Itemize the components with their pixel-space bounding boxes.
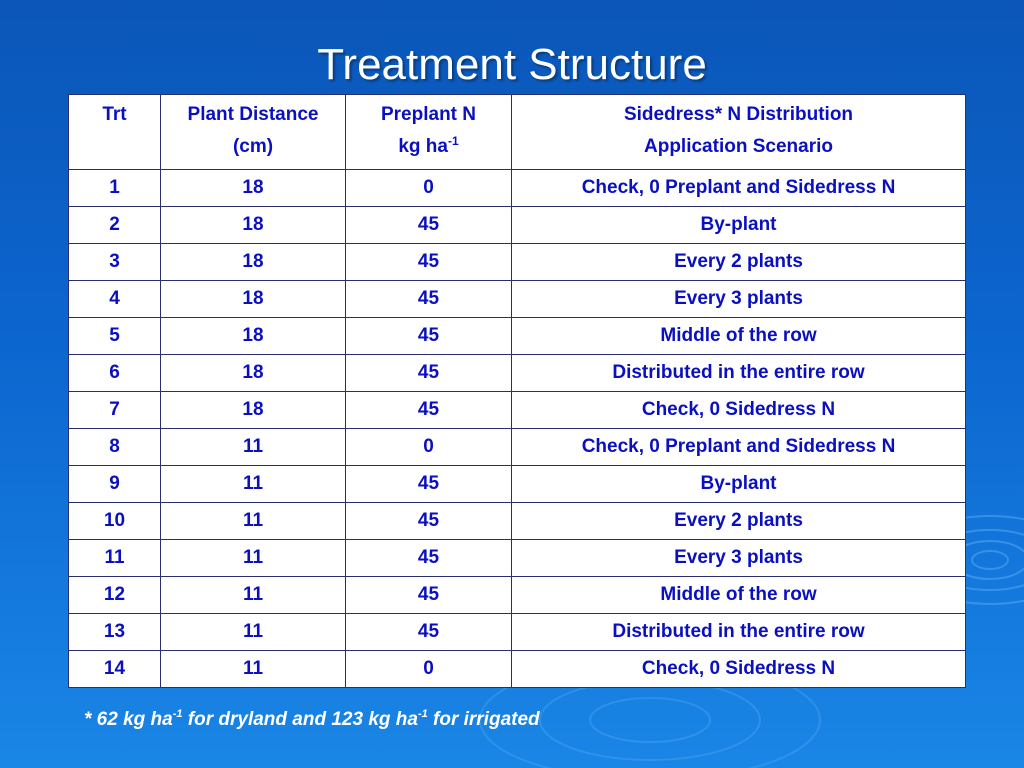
cell-preplant-n: 45 [346,244,512,281]
cell-preplant-n: 45 [346,392,512,429]
cell-trt: 3 [69,244,161,281]
cell-preplant-n: 45 [346,614,512,651]
cell-preplant-n: 45 [346,355,512,392]
table-row [69,466,966,503]
table-row [69,207,966,244]
table-row [69,355,966,392]
cell-plant-distance: 11 [161,429,346,466]
cell-scenario: Every 3 plants [512,281,966,318]
cell-preplant-n: 45 [346,466,512,503]
table-row [69,392,966,429]
header-trt: Trt [69,95,161,170]
header-plant-distance: Plant Distance (cm) [161,95,346,170]
table-header-row [69,95,966,170]
cell-scenario: By-plant [512,466,966,503]
cell-plant-distance: 18 [161,281,346,318]
cell-scenario: Distributed in the entire row [512,355,966,392]
cell-plant-distance: 18 [161,318,346,355]
treatment-table-container [68,94,965,688]
cell-scenario: Check, 0 Sidedress N [512,392,966,429]
cell-plant-distance: 18 [161,207,346,244]
cell-scenario: By-plant [512,207,966,244]
cell-plant-distance: 11 [161,614,346,651]
cell-plant-distance: 11 [161,466,346,503]
cell-preplant-n: 45 [346,540,512,577]
cell-trt: 1 [69,170,161,207]
header-preplant-n: Preplant N kg $ha^{-1}$ [346,95,512,170]
cell-plant-distance: 11 [161,577,346,614]
cell-plant-distance: 11 [161,540,346,577]
table-row [69,281,966,318]
cell-preplant-n: 0 [346,170,512,207]
cell-scenario: Middle of the row [512,318,966,355]
cell-preplant-n: 0 [346,651,512,688]
cell-trt: 9 [69,466,161,503]
footnote: * 62 kg $ha^{-1}$ for dryland and 123 kg $ha^{-1}$ for irrigated [84,708,540,730]
cell-trt: 5 [69,318,161,355]
table-row [69,503,966,540]
cell-plant-distance: 11 [161,651,346,688]
cell-scenario: Middle of the row [512,577,966,614]
cell-trt: 8 [69,429,161,466]
cell-trt: 11 [69,540,161,577]
cell-trt: 6 [69,355,161,392]
cell-scenario: Every 3 plants [512,540,966,577]
cell-preplant-n: 45 [346,577,512,614]
cell-preplant-n: 45 [346,503,512,540]
cell-scenario: Check, 0 Sidedress N [512,651,966,688]
table-row [69,318,966,355]
cell-trt: 12 [69,577,161,614]
cell-scenario: Every 2 plants [512,244,966,281]
slide-title: Treatment Structure [317,40,707,89]
table-row [69,170,966,207]
cell-scenario: Distributed in the entire row [512,614,966,651]
cell-trt: 13 [69,614,161,651]
cell-plant-distance: 18 [161,355,346,392]
cell-scenario: Every 2 plants [512,503,966,540]
cell-preplant-n: 45 [346,207,512,244]
cell-trt: 14 [69,651,161,688]
cell-plant-distance: 18 [161,244,346,281]
cell-preplant-n: 45 [346,281,512,318]
treatment-table [68,94,966,688]
cell-scenario: Check, 0 Preplant and Sidedress N [512,429,966,466]
table-row [69,540,966,577]
table-row [69,244,966,281]
cell-plant-distance: 18 [161,392,346,429]
cell-trt: 2 [69,207,161,244]
table-row [69,614,966,651]
cell-trt: 4 [69,281,161,318]
table-row [69,429,966,466]
cell-preplant-n: 45 [346,318,512,355]
table-row [69,577,966,614]
cell-scenario: Check, 0 Preplant and Sidedress N [512,170,966,207]
cell-plant-distance: 18 [161,170,346,207]
cell-trt: 10 [69,503,161,540]
cell-trt: 7 [69,392,161,429]
header-sidedress-scenario: Sidedress* N Distribution Application Scenario [512,95,966,170]
cell-plant-distance: 11 [161,503,346,540]
table-row [69,651,966,688]
cell-preplant-n: 0 [346,429,512,466]
